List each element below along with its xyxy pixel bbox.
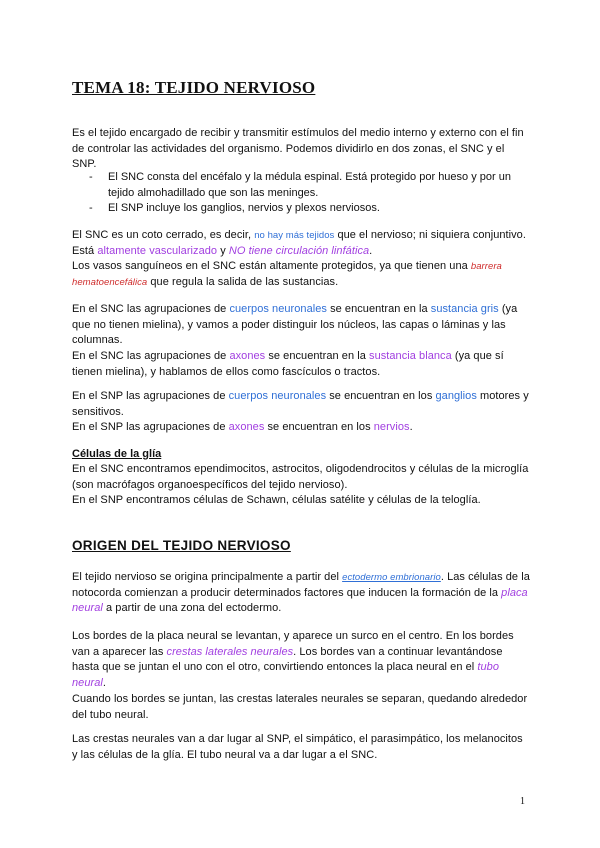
glia-heading: Células de la glía — [72, 448, 162, 460]
text-run: se encuentran en los — [264, 421, 374, 434]
highlight-ganglios: ganglios — [435, 390, 477, 402]
highlight-sustancia-blanca: sustancia blanca — [369, 350, 452, 363]
text-run: a partir de una zona del ectodermo. — [102, 602, 282, 615]
text-run: El SNC es un coto cerrado, es decir, — [72, 229, 255, 241]
bullet-text-snp: El SNP incluye los ganglios, nervios y plexos nerviosos. — [108, 202, 380, 215]
highlight-barrera: barrera hematoencefálica — [72, 261, 502, 289]
bullet-text-snc: El SNC consta del encéfalo y la médula espinal. Está protegido por hueso y por un tejido almohadillado que son las meninges. — [108, 171, 511, 199]
text-run: En el SNP las agrupaciones de — [72, 421, 229, 434]
highlight-cuerpos-neuronales: cuerpos neuronales — [228, 390, 327, 402]
text-run: En el SNP encontramos células de Schawn, células satélite y células de la teloglía. — [72, 494, 481, 507]
snp-paragraph — [72, 389, 530, 436]
text-run: En el SNP las agrupaciones de — [72, 390, 229, 402]
highlight-no-tejidos: no hay más tejidos — [254, 230, 335, 241]
page-title: TEMA 18: TEJIDO NERVIOSO — [72, 78, 316, 97]
highlight-crestas: crestas laterales neurales — [166, 645, 294, 658]
origen-paragraph-2 — [72, 629, 530, 723]
highlight-tubo-neural: tubo neural — [72, 661, 499, 690]
origen-paragraph-1 — [72, 570, 530, 617]
highlight-axones: axones — [228, 421, 265, 434]
text-run: (ya que no tienen mielina), y vamos a poder distinguir los núcleos, las capas o láminas y las columnas. — [72, 303, 518, 347]
text-run: Los bordes de la placa neural se levantan, y aparece un surco en el centro. En los bordes van a aparecer las — [72, 630, 514, 658]
text-run: El tejido nervioso se origina principalmente a partir del — [72, 571, 343, 583]
list-item — [72, 201, 530, 217]
section-heading-origen: ORIGEN DEL TEJIDO NERVIOSO — [72, 538, 291, 553]
page-number: 1 — [520, 796, 525, 807]
text-run: Los vasos sanguíneos en el SNC están altamente protegidos, ya que tienen una — [72, 260, 471, 273]
intro-bullet-list — [72, 170, 530, 217]
intro-paragraph: Es el tejido encargado de recibir y transmitir estímulos del medio interno y externo con el fin de controlar las actividades del organismo. Podemos dividirlo en dos zonas, el SNC y el SNP. — [72, 127, 524, 171]
list-item — [72, 170, 530, 201]
text-run: . — [369, 244, 373, 257]
text-run: se encuentran en la — [265, 350, 370, 363]
text-run: que el nervioso; ni siquiera conjuntivo. Está — [72, 229, 526, 257]
snc-paragraph — [72, 228, 530, 291]
highlight-nervios: nervios — [373, 421, 410, 434]
snc-agrupaciones-paragraph — [72, 302, 530, 381]
highlight-no-linfatica: NO tiene circulación linfática — [228, 244, 370, 257]
text-run: que regula la salida de las sustancias. — [147, 276, 339, 289]
highlight-axones: axones — [229, 350, 266, 363]
text-run: (ya que sí tienen mielina), y hablamos de ellos como fascículos o tractos. — [72, 350, 504, 378]
text-run: En el SNC encontramos ependimocitos, astrocitos, oligodendrocitos y células de la microglía (son macrófagos organoespecíficos del tejido nervioso). — [72, 463, 529, 491]
text-run: . — [102, 677, 106, 690]
highlight-sustancia-gris: sustancia gris — [430, 303, 499, 315]
text-run: . Las células de la notocorda comienzan a producir determinados factores que inducen la formación de la — [72, 571, 530, 599]
text-run: motores y sensitivos. — [72, 390, 529, 418]
text-run: En el SNC las agrupaciones de — [72, 303, 230, 315]
highlight-cuerpos-neuronales: cuerpos neuronales — [229, 303, 327, 315]
highlight-vascularizado: altamente vascularizado — [97, 244, 218, 257]
text-run: Cuando los bordes se juntan, las crestas laterales neurales se separan, quedando alrededor del tubo neural. — [72, 692, 528, 721]
text-run: se encuentran en los — [326, 390, 436, 402]
glia-paragraph — [72, 462, 530, 509]
text-run: . — [409, 421, 413, 434]
dash-bullet: - — [89, 202, 93, 215]
highlight-ectodermo: ectodermo embrionario — [342, 572, 441, 583]
highlight-placa-neural: placa neural — [72, 586, 528, 615]
origen-paragraph-4: Las crestas neurales van a dar lugar al SNP, el simpático, el parasimpático, los melanocitos y las células de la glía. El tubo neural va a dar lugar a el SNC. — [72, 733, 523, 761]
text-run: . Los bordes van a continuar levantándose hasta que se juntan el uno con el otro, convirtiendo entonces la placa neural en el — [72, 645, 503, 674]
text-run: se encuentran en la — [326, 303, 431, 315]
dash-bullet: - — [89, 171, 93, 183]
text-run: En el SNC las agrupaciones de — [72, 350, 230, 363]
text-run: y — [217, 244, 229, 257]
